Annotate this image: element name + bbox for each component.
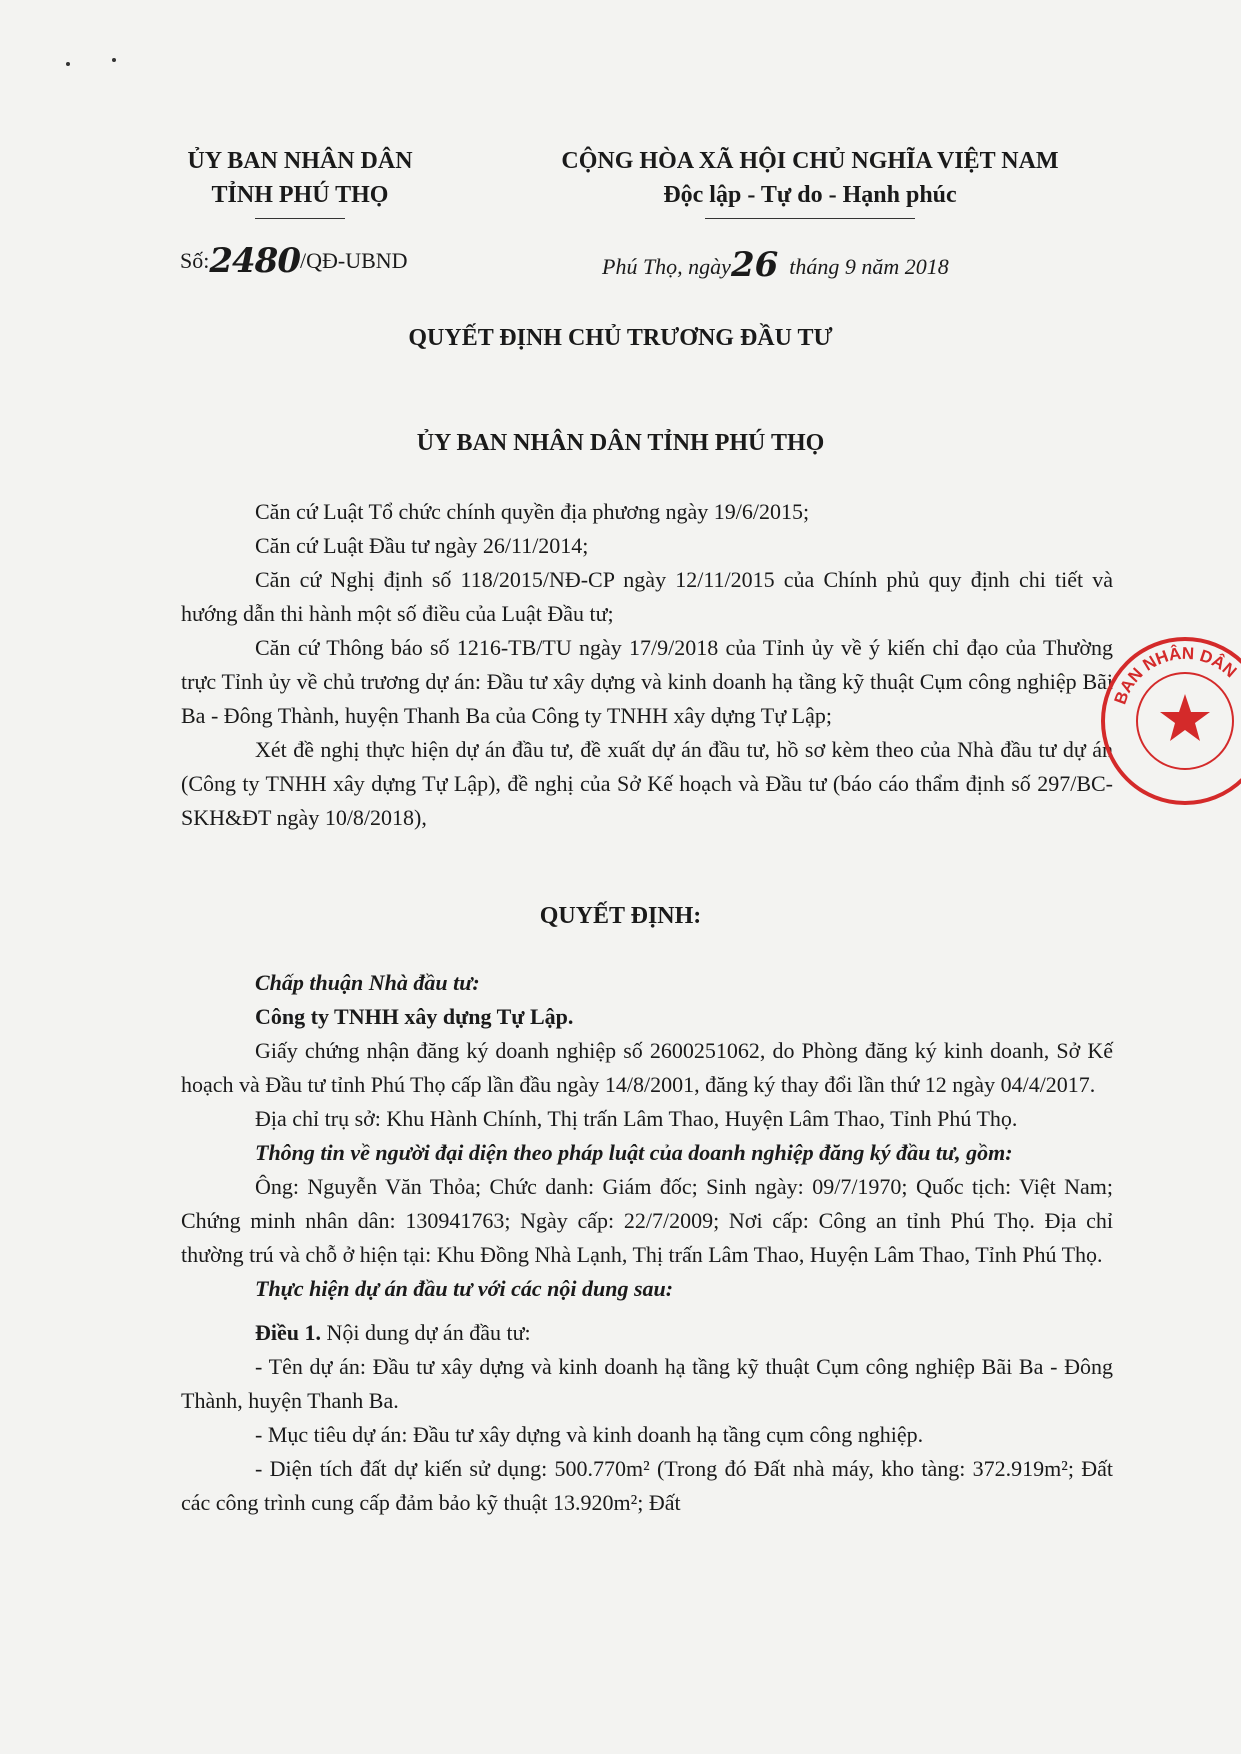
document-number-prefix: Số: <box>180 248 210 273</box>
article-1-heading <box>181 1316 1113 1350</box>
investor-heading: Chấp thuận Nhà đầu tư: <box>255 970 480 995</box>
red-seal-stamp <box>1100 636 1241 806</box>
date-prefix: Phú Thọ, ngày <box>602 254 731 279</box>
representative-heading: Thông tin về người đại diện theo pháp luật của doanh nghiệp đăng ký đầu tư, gồm: <box>255 1140 1013 1165</box>
article-1-item: - Tên dự án: Đầu tư xây dựng và kinh doanh hạ tầng kỹ thuật Cụm công nghiệp Bãi Ba - Đông Thành, huyện Thanh Ba. <box>181 1354 1113 1413</box>
date-suffix: tháng 9 năm 2018 <box>789 254 949 279</box>
national-title: CỘNG HÒA XÃ HỘI CHỦ NGHĨA VIỆT NAM <box>561 148 1059 174</box>
motto-underline <box>705 218 915 219</box>
date-day-handwritten: 26 <box>730 245 779 285</box>
document-date <box>602 243 949 283</box>
document-number-suffix: /QĐ-UBND <box>300 248 408 273</box>
national-motto: Độc lập - Tự do - Hạnh phúc <box>663 182 957 208</box>
authority-title: ỦY BAN NHÂN DÂN TỈNH PHÚ THỌ <box>416 430 825 456</box>
seal-star-icon <box>1160 694 1210 741</box>
issuer-line-1: ỦY BAN NHÂN DÂN <box>187 148 413 174</box>
preamble-item: Căn cứ Nghị định số 118/2015/NĐ-CP ngày 12/11/2015 của Chính phủ quy định chi tiết và hướng dẫn thi hành một số điều của Luật Đầu tư; <box>181 567 1113 626</box>
investor-company: Công ty TNHH xây dựng Tự Lập. <box>255 1004 574 1029</box>
issuer-line-2: TỈNH PHÚ THỌ <box>211 182 389 208</box>
national-header <box>500 144 1120 219</box>
decision-body <box>181 966 1113 1520</box>
article-1-title: Nội dung dự án đầu tư: <box>326 1320 531 1345</box>
investor-address: Địa chỉ trụ sở: Khu Hành Chính, Thị trấn Lâm Thao, Huyện Lâm Thao, Tỉnh Phú Thọ. <box>255 1106 1018 1131</box>
article-1-item: - Diện tích đất dự kiến sử dụng: 500.770m² (Trong đó Đất nhà máy, kho tàng: 372.919m²; Đất các công trình cung cấp đảm bảo kỹ thuật 13.920m²; Đất <box>181 1456 1113 1515</box>
seal-text: BAN NHÂN DÂN <box>1110 643 1241 707</box>
document-number-handwritten: 2480 <box>209 241 300 281</box>
preamble-item: Xét đề nghị thực hiện dự án đầu tư, đề xuất dự án đầu tư, hồ sơ kèm theo của Nhà đầu tư dự án (Công ty TNHH xây dựng Tự Lập), đề nghị của Sở Kế hoạch và Đầu tư (báo cáo thẩm định số 297/BC-SKH&ĐT ngày 10/8/2018), <box>181 737 1113 830</box>
issuer-underline <box>255 218 345 219</box>
representative-details: Ông: Nguyễn Văn Thỏa; Chức danh: Giám đốc; Sinh ngày: 09/7/1970; Quốc tịch: Việt Nam; Chứng minh nhân dân: 130941763; Ngày cấp: 22/7/2009; Nơi cấp: Công an tỉnh Phú Thọ. Địa chỉ thường trú và chỗ ở hiện tại: Khu Đồng Nhà Lạnh, Thị trấn Lâm Thao, Huyện Lâm Thao, Tỉnh Phú Thọ. <box>181 1174 1113 1267</box>
preamble-item: Căn cứ Thông báo số 1216-TB/TU ngày 17/9/2018 của Tỉnh ủy về ý kiến chỉ đạo của Thường trực Tỉnh ủy về chủ trương dự án: Đầu tư xây dựng và kinh doanh hạ tầng kỹ thuật Cụm công nghiệp Bãi Ba - Đông Thành, huyện Thanh Ba của Công ty TNHH xây dựng Tự Lập; <box>181 635 1113 728</box>
decision-title: QUYẾT ĐỊNH: <box>539 903 702 929</box>
issuer-header <box>150 144 450 219</box>
investor-registration: Giấy chứng nhận đăng ký doanh nghiệp số 2600251062, do Phòng đăng ký kinh doanh, Sở Kế hoạch và Đầu tư tỉnh Phú Thọ cấp lần đầu ngày 14/8/2001, đăng ký thay đổi lần thứ 12 ngày 04/4/2017. <box>181 1038 1113 1097</box>
article-1-label: Điều 1. <box>255 1320 321 1345</box>
preamble <box>181 495 1113 835</box>
scan-speck <box>66 62 70 66</box>
article-1-item: - Mục tiêu dự án: Đầu tư xây dựng và kinh doanh hạ tầng cụm công nghiệp. <box>255 1422 924 1447</box>
preamble-item: Căn cứ Luật Tổ chức chính quyền địa phương ngày 19/6/2015; <box>255 499 810 524</box>
document-title: QUYẾT ĐỊNH CHỦ TRƯƠNG ĐẦU TƯ <box>408 325 833 351</box>
implementation-heading: Thực hiện dự án đầu tư với các nội dung sau: <box>255 1276 674 1301</box>
preamble-item: Căn cứ Luật Đầu tư ngày 26/11/2014; <box>255 533 589 558</box>
scan-speck <box>112 58 116 62</box>
document-number <box>180 237 408 281</box>
